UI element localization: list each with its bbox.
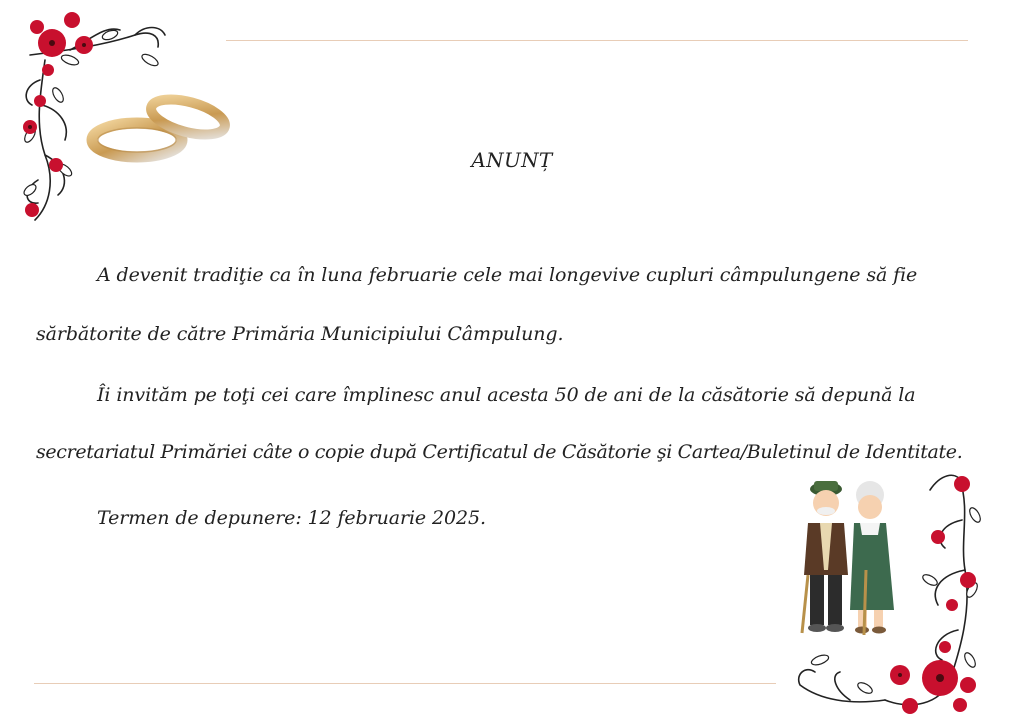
paragraph-2-line-2: secretariatul Primăriei câte o copie după Certificatul de Căsătorie şi Cartea/Buletinul de Identitate. [36,441,963,463]
top-divider [226,40,968,41]
paragraph-1-line-1: A devenit tradiţie ca în luna februarie cele mai longevive cupluri câmpulungene să fie [97,264,918,286]
paragraph-2-line-1: Îi invităm pe toţi cei care împlinesc anul acesta 50 de ani de la căsătorie să depună la [97,384,916,406]
bottom-divider [34,683,776,684]
page-title: ANUNȚ [471,148,553,172]
deadline-text: Termen de depunere: 12 februarie 2025. [97,507,486,529]
elderly-couple-icon [798,475,902,645]
paragraph-1-line-2: sărbătorite de către Primăria Municipiului Câmpulung. [36,323,564,345]
